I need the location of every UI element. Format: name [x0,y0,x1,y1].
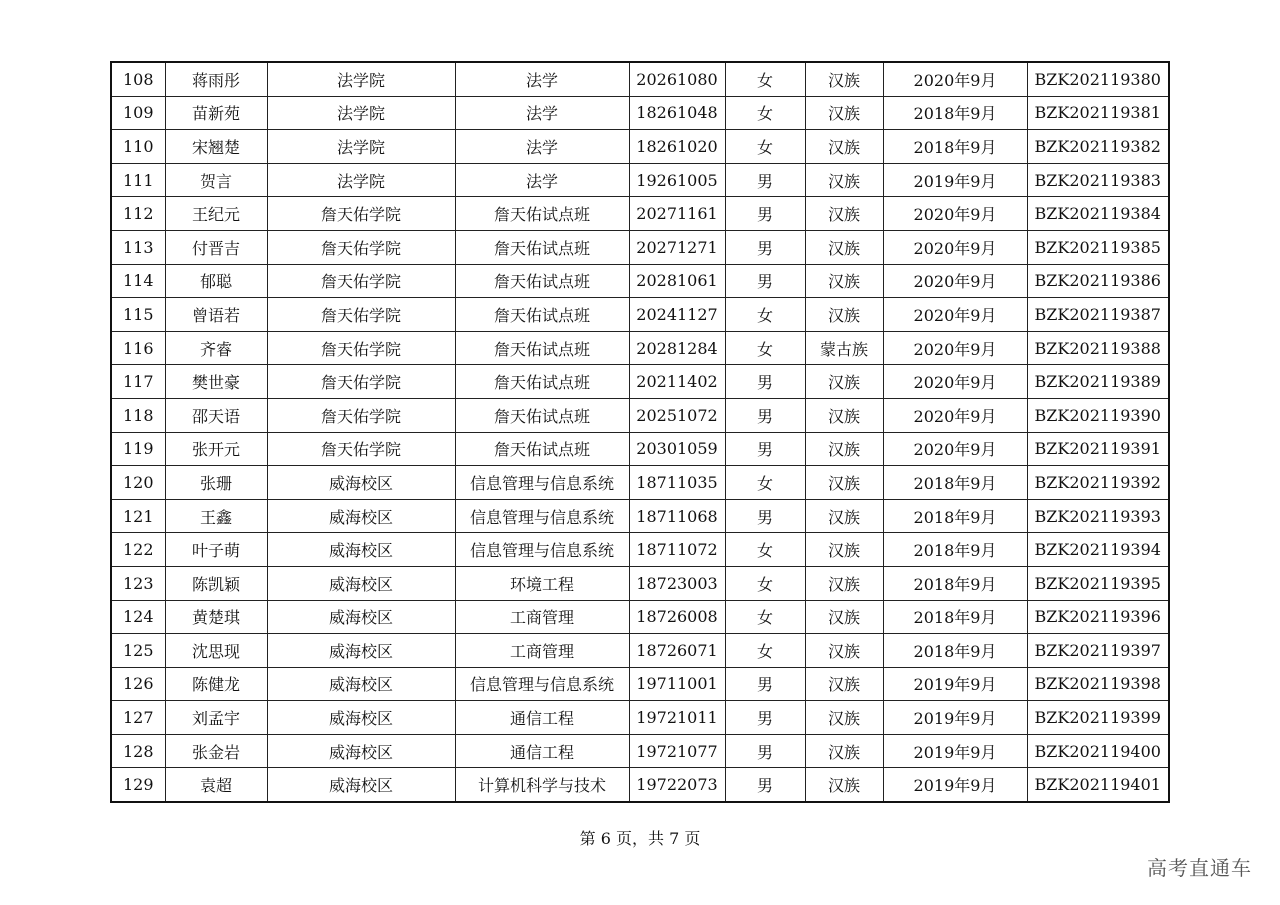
cell-row-index: 124 [111,600,165,634]
cell-major: 通信工程 [455,734,629,768]
cell-certificate-number: BZK202119380 [1027,62,1169,96]
cell-major: 环境工程 [455,566,629,600]
cell-ethnicity: 汉族 [805,600,883,634]
cell-college: 詹天佑学院 [267,331,455,365]
cell-gender: 男 [725,667,805,701]
cell-gender: 男 [725,398,805,432]
table-row [111,432,1169,466]
cell-major: 詹天佑试点班 [455,398,629,432]
cell-student-name: 苗新苑 [165,96,267,130]
cell-major: 通信工程 [455,701,629,735]
cell-major: 法学 [455,62,629,96]
cell-student-id: 20271161 [629,197,725,231]
cell-row-index: 120 [111,466,165,500]
cell-certificate-number: BZK202119384 [1027,197,1169,231]
cell-certificate-number: BZK202119389 [1027,365,1169,399]
cell-ethnicity: 汉族 [805,298,883,332]
cell-enrollment-date: 2018年9月 [883,466,1027,500]
table-row [111,96,1169,130]
cell-student-name: 王纪元 [165,197,267,231]
cell-gender: 男 [725,734,805,768]
cell-certificate-number: BZK202119397 [1027,634,1169,668]
cell-student-id: 20261080 [629,62,725,96]
student-table-container [110,61,1168,803]
cell-college: 詹天佑学院 [267,197,455,231]
table-row [111,398,1169,432]
cell-college: 詹天佑学院 [267,432,455,466]
cell-row-index: 116 [111,331,165,365]
table-row [111,734,1169,768]
cell-row-index: 110 [111,130,165,164]
cell-gender: 女 [725,96,805,130]
cell-enrollment-date: 2018年9月 [883,566,1027,600]
cell-gender: 男 [725,264,805,298]
cell-row-index: 123 [111,566,165,600]
cell-enrollment-date: 2020年9月 [883,398,1027,432]
cell-enrollment-date: 2019年9月 [883,667,1027,701]
cell-student-id: 20241127 [629,298,725,332]
table-row [111,701,1169,735]
cell-gender: 女 [725,600,805,634]
cell-student-name: 沈思现 [165,634,267,668]
cell-student-name: 蒋雨彤 [165,62,267,96]
cell-enrollment-date: 2018年9月 [883,499,1027,533]
cell-student-id: 18723003 [629,566,725,600]
cell-college: 威海校区 [267,768,455,802]
cell-ethnicity: 汉族 [805,432,883,466]
cell-gender: 女 [725,466,805,500]
cell-college: 詹天佑学院 [267,298,455,332]
cell-college: 法学院 [267,96,455,130]
cell-row-index: 121 [111,499,165,533]
cell-certificate-number: BZK202119387 [1027,298,1169,332]
cell-major: 信息管理与信息系统 [455,667,629,701]
table-row [111,62,1169,96]
cell-ethnicity: 汉族 [805,634,883,668]
cell-enrollment-date: 2018年9月 [883,600,1027,634]
cell-college: 威海校区 [267,667,455,701]
cell-student-name: 刘孟宇 [165,701,267,735]
cell-ethnicity: 汉族 [805,62,883,96]
cell-certificate-number: BZK202119400 [1027,734,1169,768]
cell-certificate-number: BZK202119383 [1027,163,1169,197]
cell-certificate-number: BZK202119398 [1027,667,1169,701]
cell-ethnicity: 汉族 [805,264,883,298]
cell-college: 詹天佑学院 [267,398,455,432]
cell-college: 威海校区 [267,566,455,600]
table-row [111,499,1169,533]
cell-enrollment-date: 2019年9月 [883,701,1027,735]
cell-row-index: 117 [111,365,165,399]
cell-row-index: 122 [111,533,165,567]
cell-enrollment-date: 2018年9月 [883,634,1027,668]
cell-college: 詹天佑学院 [267,230,455,264]
table-row [111,466,1169,500]
cell-enrollment-date: 2018年9月 [883,130,1027,164]
table-row [111,768,1169,802]
cell-student-name: 曾语若 [165,298,267,332]
cell-row-index: 126 [111,667,165,701]
cell-enrollment-date: 2020年9月 [883,264,1027,298]
cell-row-index: 125 [111,634,165,668]
cell-ethnicity: 汉族 [805,533,883,567]
cell-ethnicity: 汉族 [805,768,883,802]
cell-major: 计算机科学与技术 [455,768,629,802]
cell-ethnicity: 蒙古族 [805,331,883,365]
table-row [111,600,1169,634]
cell-gender: 男 [725,432,805,466]
cell-student-id: 19261005 [629,163,725,197]
cell-major: 法学 [455,163,629,197]
cell-college: 威海校区 [267,466,455,500]
cell-gender: 男 [725,365,805,399]
cell-student-name: 叶子萌 [165,533,267,567]
cell-student-name: 宋翘楚 [165,130,267,164]
cell-gender: 女 [725,533,805,567]
cell-row-index: 108 [111,62,165,96]
cell-enrollment-date: 2020年9月 [883,432,1027,466]
cell-student-id: 18261048 [629,96,725,130]
cell-college: 詹天佑学院 [267,264,455,298]
cell-ethnicity: 汉族 [805,365,883,399]
cell-gender: 男 [725,499,805,533]
cell-major: 詹天佑试点班 [455,264,629,298]
table-row [111,566,1169,600]
cell-enrollment-date: 2019年9月 [883,163,1027,197]
cell-certificate-number: BZK202119396 [1027,600,1169,634]
cell-row-index: 118 [111,398,165,432]
cell-student-name: 付晋吉 [165,230,267,264]
cell-certificate-number: BZK202119391 [1027,432,1169,466]
cell-major: 詹天佑试点班 [455,331,629,365]
cell-student-name: 陈健龙 [165,667,267,701]
cell-college: 法学院 [267,62,455,96]
table-row [111,533,1169,567]
table-row [111,130,1169,164]
cell-student-id: 20281061 [629,264,725,298]
table-row [111,197,1169,231]
cell-row-index: 112 [111,197,165,231]
cell-student-id: 18261020 [629,130,725,164]
cell-college: 威海校区 [267,634,455,668]
cell-college: 法学院 [267,130,455,164]
cell-certificate-number: BZK202119393 [1027,499,1169,533]
cell-student-name: 贺言 [165,163,267,197]
cell-student-name: 郁聪 [165,264,267,298]
table-row [111,298,1169,332]
cell-student-name: 张开元 [165,432,267,466]
cell-student-name: 邵天语 [165,398,267,432]
cell-gender: 男 [725,701,805,735]
cell-major: 詹天佑试点班 [455,298,629,332]
cell-gender: 男 [725,768,805,802]
table-row [111,163,1169,197]
cell-major: 詹天佑试点班 [455,197,629,231]
cell-enrollment-date: 2020年9月 [883,298,1027,332]
cell-major: 信息管理与信息系统 [455,533,629,567]
cell-student-id: 19721077 [629,734,725,768]
cell-student-name: 张珊 [165,466,267,500]
cell-enrollment-date: 2020年9月 [883,197,1027,231]
cell-student-id: 18711035 [629,466,725,500]
cell-certificate-number: BZK202119381 [1027,96,1169,130]
cell-gender: 女 [725,634,805,668]
cell-gender: 女 [725,331,805,365]
cell-student-id: 18726071 [629,634,725,668]
cell-enrollment-date: 2020年9月 [883,331,1027,365]
cell-enrollment-date: 2020年9月 [883,365,1027,399]
cell-gender: 男 [725,163,805,197]
cell-student-id: 20271271 [629,230,725,264]
cell-gender: 女 [725,62,805,96]
cell-certificate-number: BZK202119390 [1027,398,1169,432]
cell-student-id: 20251072 [629,398,725,432]
cell-college: 威海校区 [267,533,455,567]
cell-major: 信息管理与信息系统 [455,466,629,500]
cell-enrollment-date: 2019年9月 [883,734,1027,768]
cell-ethnicity: 汉族 [805,566,883,600]
table-row [111,331,1169,365]
cell-student-id: 20301059 [629,432,725,466]
cell-major: 法学 [455,96,629,130]
cell-certificate-number: BZK202119382 [1027,130,1169,164]
cell-college: 威海校区 [267,701,455,735]
cell-gender: 男 [725,230,805,264]
cell-ethnicity: 汉族 [805,230,883,264]
cell-certificate-number: BZK202119386 [1027,264,1169,298]
cell-enrollment-date: 2020年9月 [883,230,1027,264]
cell-student-name: 齐睿 [165,331,267,365]
cell-ethnicity: 汉族 [805,734,883,768]
cell-student-id: 18711072 [629,533,725,567]
cell-ethnicity: 汉族 [805,96,883,130]
student-table [110,61,1170,803]
cell-ethnicity: 汉族 [805,499,883,533]
cell-row-index: 128 [111,734,165,768]
cell-ethnicity: 汉族 [805,130,883,164]
cell-row-index: 129 [111,768,165,802]
cell-row-index: 109 [111,96,165,130]
cell-college: 威海校区 [267,600,455,634]
cell-major: 工商管理 [455,634,629,668]
cell-enrollment-date: 2019年9月 [883,768,1027,802]
cell-gender: 女 [725,566,805,600]
cell-row-index: 111 [111,163,165,197]
cell-college: 法学院 [267,163,455,197]
table-row [111,264,1169,298]
cell-row-index: 115 [111,298,165,332]
page-number: 第 6 页，共 7 页 [579,829,701,848]
cell-row-index: 113 [111,230,165,264]
table-row [111,365,1169,399]
cell-college: 威海校区 [267,734,455,768]
table-row [111,230,1169,264]
cell-student-name: 樊世豪 [165,365,267,399]
cell-student-id: 19711001 [629,667,725,701]
cell-certificate-number: BZK202119399 [1027,701,1169,735]
cell-gender: 男 [725,197,805,231]
cell-ethnicity: 汉族 [805,701,883,735]
cell-student-name: 陈凯颖 [165,566,267,600]
cell-certificate-number: BZK202119385 [1027,230,1169,264]
cell-student-id: 19722073 [629,768,725,802]
cell-certificate-number: BZK202119388 [1027,331,1169,365]
cell-college: 威海校区 [267,499,455,533]
cell-ethnicity: 汉族 [805,667,883,701]
student-table-body [111,62,1169,802]
cell-student-name: 袁超 [165,768,267,802]
cell-ethnicity: 汉族 [805,398,883,432]
cell-student-id: 18726008 [629,600,725,634]
cell-major: 詹天佑试点班 [455,432,629,466]
cell-enrollment-date: 2020年9月 [883,62,1027,96]
cell-student-id: 19721011 [629,701,725,735]
cell-major: 詹天佑试点班 [455,230,629,264]
cell-certificate-number: BZK202119394 [1027,533,1169,567]
cell-gender: 女 [725,298,805,332]
cell-student-id: 18711068 [629,499,725,533]
cell-ethnicity: 汉族 [805,197,883,231]
cell-row-index: 119 [111,432,165,466]
cell-student-id: 20211402 [629,365,725,399]
cell-major: 信息管理与信息系统 [455,499,629,533]
table-row [111,634,1169,668]
cell-ethnicity: 汉族 [805,466,883,500]
table-row [111,667,1169,701]
cell-row-index: 114 [111,264,165,298]
cell-gender: 女 [725,130,805,164]
cell-certificate-number: BZK202119401 [1027,768,1169,802]
cell-student-id: 20281284 [629,331,725,365]
cell-student-name: 张金岩 [165,734,267,768]
cell-row-index: 127 [111,701,165,735]
watermark-text: 高考直通车 [1147,856,1252,880]
cell-certificate-number: BZK202119395 [1027,566,1169,600]
cell-student-name: 王鑫 [165,499,267,533]
cell-certificate-number: BZK202119392 [1027,466,1169,500]
cell-student-name: 黄楚琪 [165,600,267,634]
cell-major: 法学 [455,130,629,164]
cell-enrollment-date: 2018年9月 [883,533,1027,567]
cell-major: 工商管理 [455,600,629,634]
cell-college: 詹天佑学院 [267,365,455,399]
cell-ethnicity: 汉族 [805,163,883,197]
cell-enrollment-date: 2018年9月 [883,96,1027,130]
cell-major: 詹天佑试点班 [455,365,629,399]
